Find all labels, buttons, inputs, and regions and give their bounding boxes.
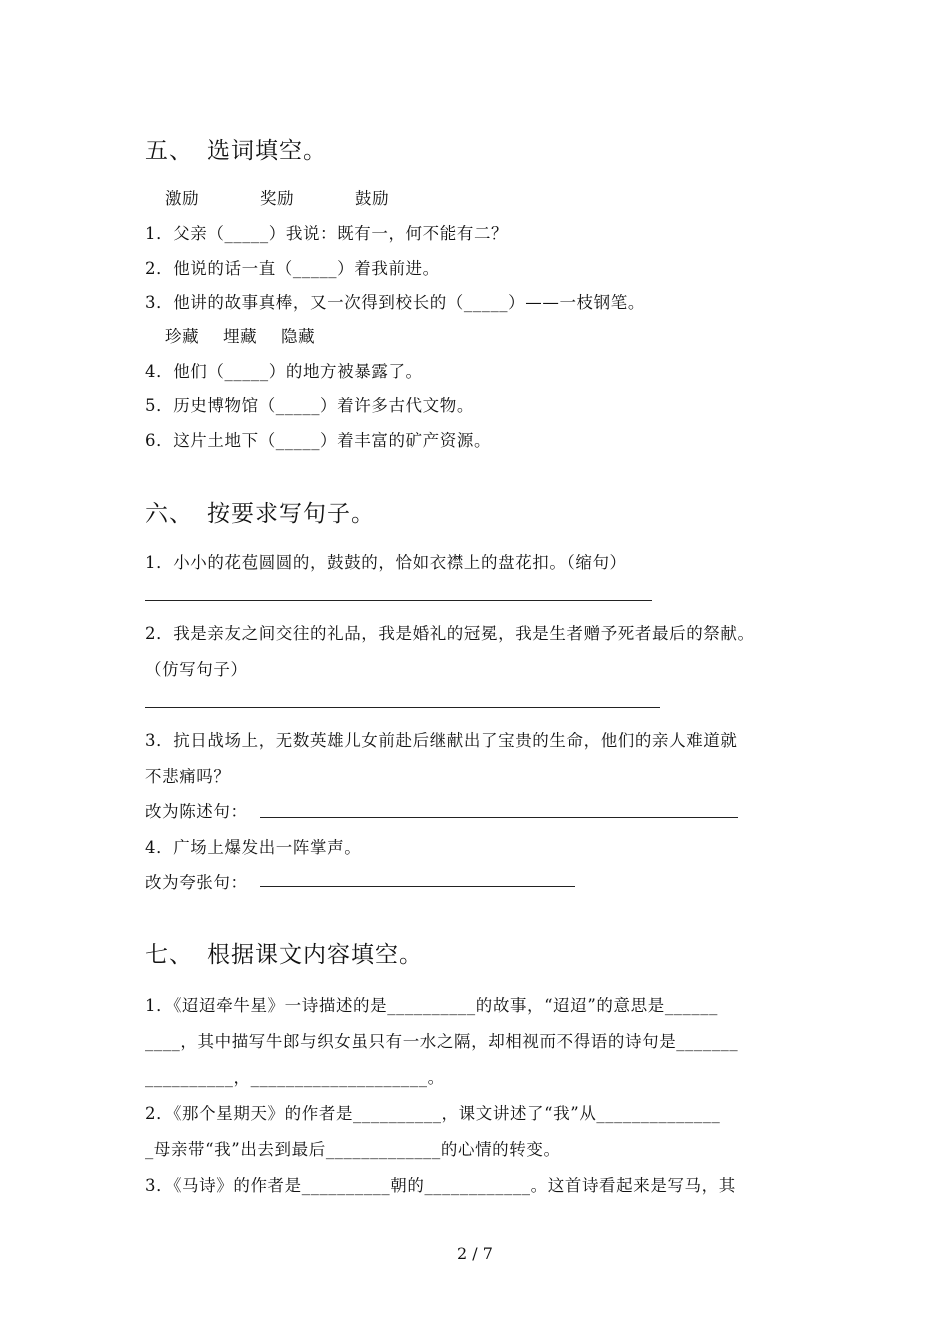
word-choices-2: [165, 323, 315, 347]
page-number: 2 / 7: [457, 1244, 493, 1263]
rewrite-q2-note: （仿写句子）: [145, 660, 248, 679]
word-choice: 埋藏: [223, 327, 258, 346]
word-choice: 奖励: [260, 189, 295, 208]
rewrite-q3-label: 改为陈述句：: [145, 802, 248, 821]
fill-item-5: 5．历史博物馆（_____）着许多古代文物。: [145, 396, 474, 415]
answer-line[interactable]: [145, 707, 660, 708]
recall-line-3: __________，____________________。: [145, 1068, 445, 1087]
word-choice: 隐藏: [281, 327, 316, 346]
fill-item-6: 6．这片土地下（_____）着丰富的矿产资源。: [145, 431, 492, 450]
section-7-number: 七、: [145, 942, 193, 968]
answer-line[interactable]: [260, 817, 738, 818]
answer-line[interactable]: [260, 886, 575, 887]
fill-item-1: 1．父亲（_____）我说：既有一，何不能有二？: [145, 224, 509, 243]
recall-line-6: 3．《马诗》的作者是__________朝的____________。这首诗看起来是写马，其: [145, 1176, 736, 1195]
section-5-heading: [145, 132, 327, 165]
word-choices-1: [165, 185, 389, 209]
recall-line-5: _母亲带“我”出去到最后_____________的心情的转变。: [145, 1140, 561, 1159]
word-choice: 鼓励: [355, 189, 390, 208]
recall-line-1: 1．《迢迢牵牛星》一诗描述的是__________的故事，“迢迢”的意思是______: [145, 996, 718, 1015]
section-6-title: 按要求写句子。: [207, 501, 375, 527]
section-5-title: 选词填空。: [207, 138, 327, 164]
word-choice: 激励: [165, 189, 200, 208]
section-7-title: 根据课文内容填空。: [207, 942, 423, 968]
recall-line-2: ____，其中描写牛郎与织女虽只有一水之隔，却相视而不得语的诗句是_______: [145, 1032, 739, 1051]
section-6-heading: [145, 495, 375, 528]
rewrite-q1: 1．小小的花苞圆圆的，鼓鼓的，恰如衣襟上的盘花扣。（缩句）: [145, 553, 627, 572]
rewrite-q3-cont: 不悲痛吗？: [145, 767, 231, 786]
rewrite-q3: 3．抗日战场上，无数英雄儿女前赴后继献出了宝贵的生命，他们的亲人难道就: [145, 731, 738, 750]
answer-line[interactable]: [145, 600, 652, 601]
recall-line-4: 2．《那个星期天》的作者是__________，课文讲述了“我”从______________: [145, 1104, 721, 1123]
fill-item-3: 3．他讲的故事真棒，又一次得到校长的（_____）——一枝钢笔。: [145, 293, 645, 312]
fill-item-4: 4．他们（_____）的地方被暴露了。: [145, 362, 423, 381]
section-6-number: 六、: [145, 501, 193, 527]
rewrite-q4-label: 改为夸张句：: [145, 873, 248, 892]
word-choice: 珍藏: [165, 327, 200, 346]
rewrite-q4: 4．广场上爆发出一阵掌声。: [145, 838, 362, 857]
section-5-number: 五、: [145, 138, 193, 164]
fill-item-2: 2．他说的话一直（_____）着我前进。: [145, 259, 440, 278]
section-7-heading: [145, 936, 423, 969]
rewrite-q2: 2．我是亲友之间交往的礼品，我是婚礼的冠冕，我是生者赠予死者最后的祭献。: [145, 624, 755, 643]
